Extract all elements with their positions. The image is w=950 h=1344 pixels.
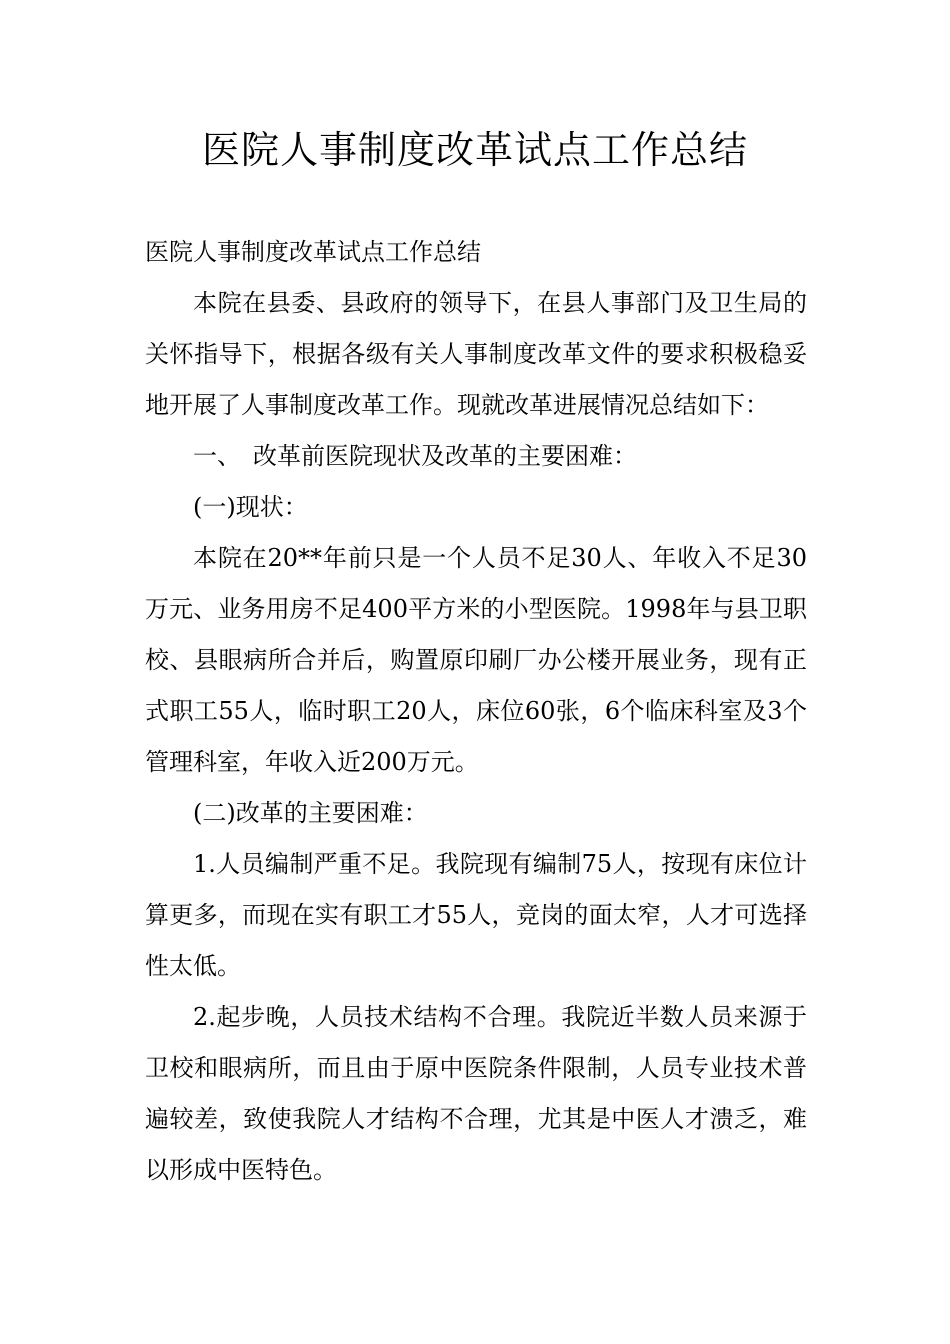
subsection-heading-status: (一)现状：: [193, 493, 308, 521]
document-body: [145, 227, 807, 1196]
section-heading-1: 一、 改革前医院现状及改革的主要困难：: [193, 442, 637, 470]
document-subtitle: 医院人事制度改革试点工作总结: [145, 238, 481, 266]
subsection-heading-difficulties: (二)改革的主要困难：: [193, 799, 428, 827]
paragraph-difficulty-1: 1.人员编制严重不足。我院现有编制75人，按现有床位计算更多，而现在实有职工才55人，竞岗的面太窄，人才可选择性太低。: [145, 850, 807, 980]
document-title: 医院人事制度改革试点工作总结: [201, 128, 748, 172]
paragraph-difficulty-2: 2.起步晚，人员技术结构不合理。我院近半数人员来源于卫校和眼病所，而且由于原中医院条件限制，人员专业技术普遍较差，致使我院人才结构不合理，尤其是中医人才溃乏，难以形成中医特色。: [145, 1003, 807, 1184]
paragraph-status: 本院在20**年前只是一个人员不足30人、年收入不足30万元、业务用房不足400平方米的小型医院。1998年与县卫职校、县眼病所合并后，购置原印刷厂办公楼开展业务，现有正式职工55人，临时职工20人，床位60张，6个临床科室及3个管理科室，年收入近200万元。: [145, 544, 807, 776]
paragraph-intro: 本院在县委、县政府的领导下，在县人事部门及卫生局的关怀指导下，根据各级有关人事制度改革文件的要求积极稳妥地开展了人事制度改革工作。现就改革进展情况总结如下：: [145, 289, 807, 419]
